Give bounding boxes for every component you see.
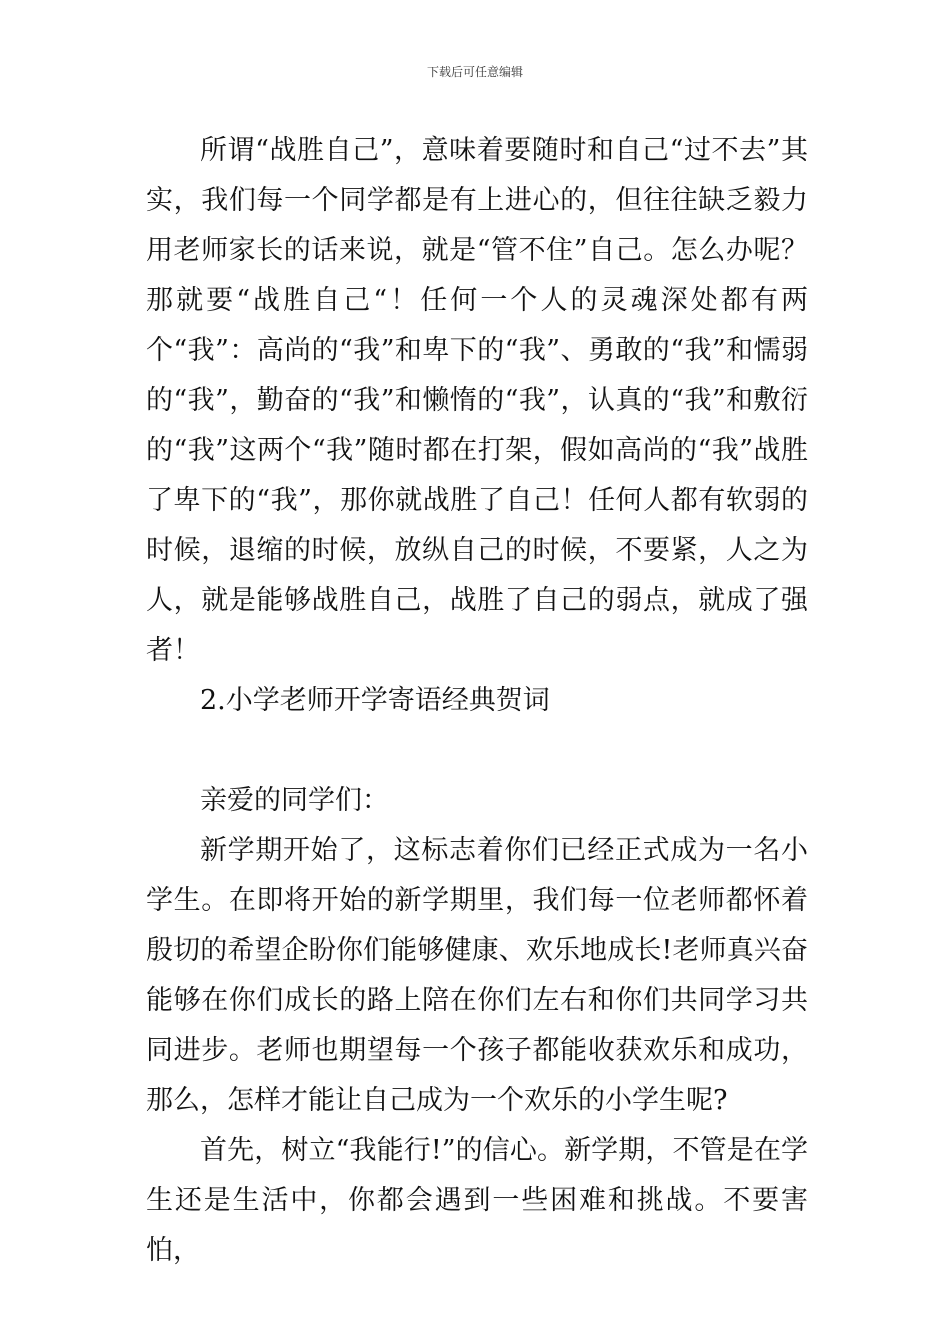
- blank-line: [146, 726, 808, 776]
- body-paragraph: 首先，树立“我能行!”的信心。新学期，不管是在学生还是生活中，你都会遇到一些困难和挑战。不要害怕，: [146, 1135, 808, 1266]
- body-paragraph: 新学期开始了，这标志着你们已经正式成为一名小学生。在即将开始的新学期里，我们每一位老师都怀着殷切的希望企盼你们能够健康、欢乐地成长!老师真兴奋能够在你们成长的路上陪在你们左右和你们共同学习共同进步。老师也期望每一个孩子都能收获欢乐和成功，那么，怎样才能让自己成为一个欢乐的小学生呢?: [146, 835, 808, 1116]
- header-note: 下载后可任意编辑: [426, 65, 523, 79]
- body-paragraph: 所谓“战胜自己”，意味着要随时和自己“过不去”其实，我们每一个同学都是有上进心的，但往往缺乏毅力用老师家长的话来说，就是“管不住”自己。怎么办呢？那就要“战胜自己“！任何一个人的灵魂深处都有两个“我”：高尚的“我”和卑下的“我”、勇敢的“我”和懦弱的“我”，勤奋的“我”和懒惰的“我”，认真的“我”和敷衍的“我”这两个“我”随时都在打架，假如高尚的“我”战胜了卑下的“我”，那你就战胜了自己！任何人都有软弱的时候，退缩的时候，放纵自己的时候，不要紧，人之为人，就是能够战胜自己，战胜了自己的弱点，就成了强者！: [146, 135, 808, 666]
- greeting-line: 亲爱的同学们：: [200, 785, 389, 816]
- document-body: [146, 126, 808, 1276]
- section-heading: 2.小学老师开学寄语经典贺词: [200, 685, 550, 716]
